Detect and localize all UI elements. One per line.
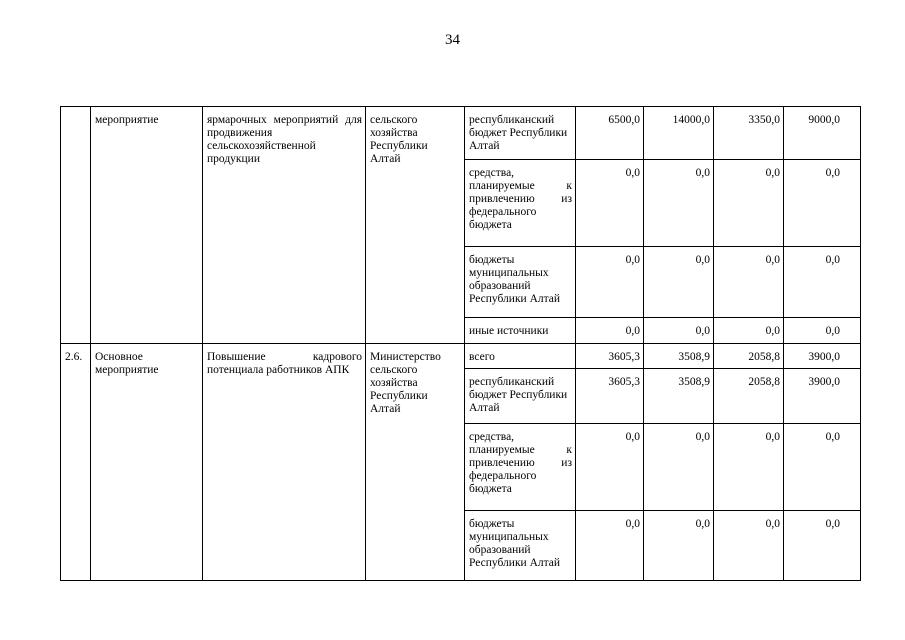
value-cell: 0,0 [784,160,861,247]
value-cell: 3508,9 [644,344,714,369]
value-cell: 3508,9 [644,369,714,424]
value-cell: 0,0 [784,318,861,344]
value-cell: 0,0 [714,247,784,318]
value-cell: 0,0 [644,318,714,344]
value-cell: 0,0 [714,511,784,581]
value-cell: 0,0 [784,247,861,318]
value-cell: 3605,3 [576,369,644,424]
value-cell: 0,0 [714,318,784,344]
value-cell: 0,0 [644,247,714,318]
row-number-cell: 2.6. [61,344,91,581]
event-name-cell: Повышение кадрового потенциала работников АПК [203,344,366,581]
event-type-cell: мероприятие [91,107,203,344]
page-number: 34 [445,32,460,48]
value-cell: 0,0 [644,160,714,247]
value-cell: 3350,0 [714,107,784,160]
value-cell: 14000,0 [644,107,714,160]
table-row [61,107,861,160]
value-cell: 6500,0 [576,107,644,160]
value-cell: 3900,0 [784,344,861,369]
value-cell: 0,0 [714,160,784,247]
value-cell: 0,0 [784,424,861,511]
funding-source-cell: бюджеты муниципальных образований Республики Алтай [465,247,576,318]
executor-cell: Министерство сельского хозяйства Республики Алтай [366,344,465,581]
value-cell: 3900,0 [784,369,861,424]
value-cell: 2058,8 [714,369,784,424]
value-cell: 0,0 [576,318,644,344]
funding-source-cell: иные источники [465,318,576,344]
funding-source-cell: всего [465,344,576,369]
funding-source-cell: бюджеты муниципальных образований Республики Алтай [465,511,576,581]
funding-source-cell: республиканский бюджет Республики Алтай [465,107,576,160]
value-cell: 0,0 [576,511,644,581]
value-cell: 0,0 [714,424,784,511]
event-name-cell: ярмарочных мероприятий для продвижения сельскохозяйственной продукции [203,107,366,344]
executor-cell: сельского хозяйства Республики Алтай [366,107,465,344]
funding-source-cell: средства, планируемые к привлечению из федерального бюджета [465,424,576,511]
value-cell: 0,0 [576,247,644,318]
row-number-cell [61,107,91,344]
value-cell: 0,0 [644,511,714,581]
funding-source-cell: республиканский бюджет Республики Алтай [465,369,576,424]
value-cell: 3605,3 [576,344,644,369]
table-row [61,344,861,369]
value-cell: 0,0 [576,424,644,511]
value-cell: 0,0 [576,160,644,247]
value-cell: 0,0 [644,424,714,511]
event-type-cell: Основное мероприятие [91,344,203,581]
value-cell: 9000,0 [784,107,861,160]
value-cell: 0,0 [784,511,861,581]
funding-source-cell: средства, планируемые к привлечению из федерального бюджета [465,160,576,247]
program-table [60,106,861,581]
value-cell: 2058,8 [714,344,784,369]
